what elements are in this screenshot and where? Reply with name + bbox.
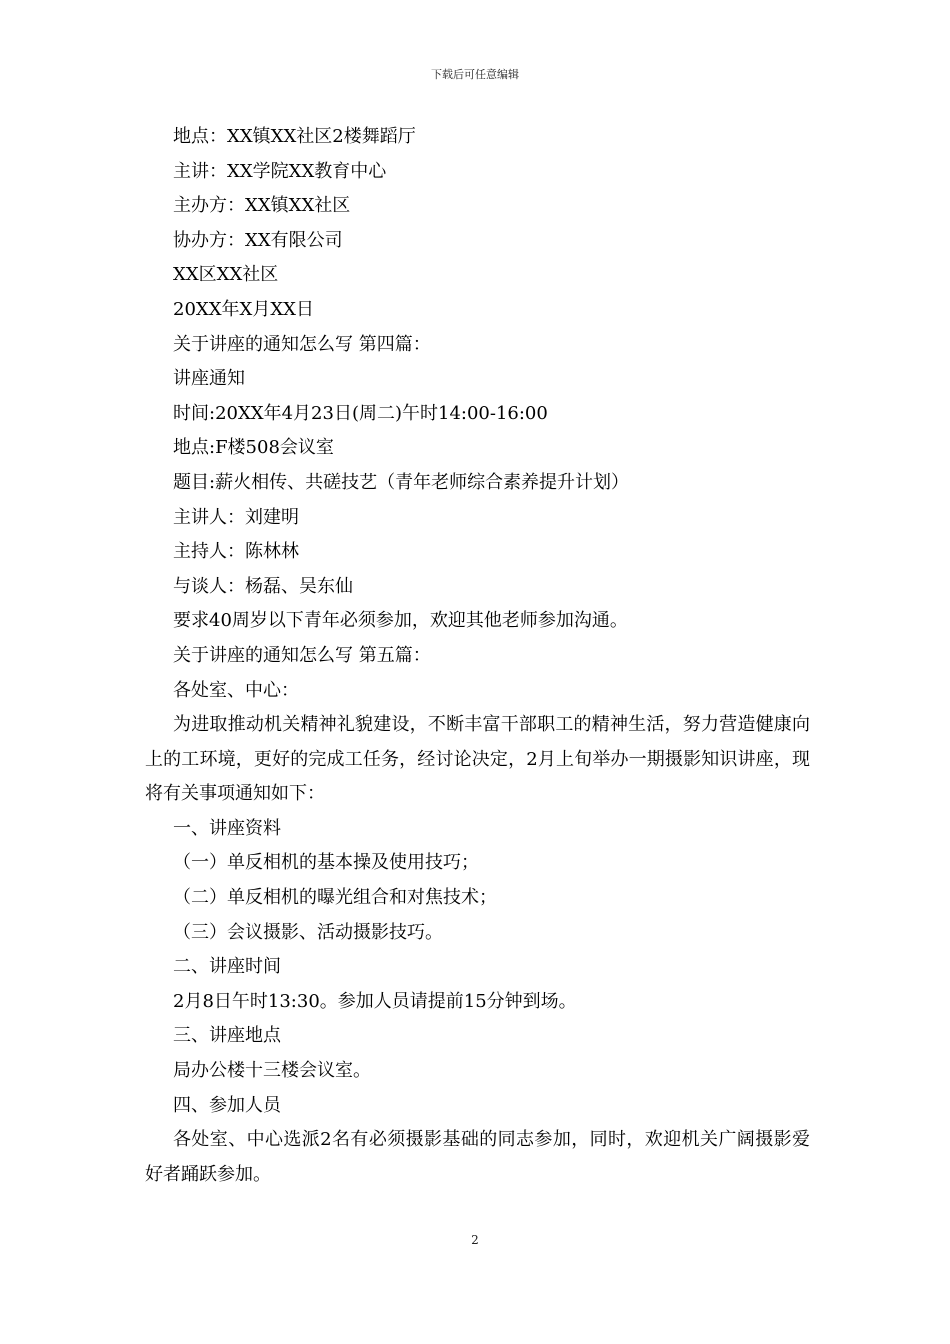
body-paragraph: 各处室、中心选派2名有必须摄影基础的同志参加，同时，欢迎机关广阔摄影爱好者踊跃参加。 (145, 1129, 810, 1185)
text-line: （三）会议摄影、活动摄影技巧。 (173, 921, 443, 943)
text-line: 时间:20XX年4月23日(周二)午时14:00-16:00 (173, 402, 548, 424)
page-number: 2 (471, 1233, 479, 1247)
text-line: （一）单反相机的基本操及使用技巧； (173, 852, 479, 874)
text-line: 与谈人：杨磊、吴东仙 (173, 575, 353, 597)
text-line: 题目:薪火相传、共磋技艺（青年老师综合素养提升计划） (173, 471, 630, 493)
section-heading: 关于讲座的通知怎么写 第五篇： (173, 644, 431, 666)
text-line: XX区XX社区 (173, 264, 279, 286)
salutation: 各处室、中心： (173, 679, 299, 701)
text-line: 局办公楼十三楼会议室。 (173, 1060, 371, 1082)
text-line: 二、讲座时间 (173, 956, 281, 978)
text-line: 协办方：XX有限公司 (173, 229, 343, 251)
text-line: 地点:F楼508会议室 (173, 437, 334, 459)
text-line: 要求40周岁以下青年必须参加，欢迎其他老师参加沟通。 (173, 610, 628, 632)
text-line: 2月8日午时13:30。参加人员请提前15分钟到场。 (173, 990, 577, 1012)
text-line: 主讲：XX学院XX教育中心 (173, 160, 387, 182)
text-line: 主办方：XX镇XX社区 (173, 195, 351, 217)
section-heading: 关于讲座的通知怎么写 第四篇： (173, 333, 431, 355)
text-line: 主讲人：刘建明 (173, 506, 299, 528)
text-line: 一、讲座资料 (173, 817, 281, 839)
text-line: 地点：XX镇XX社区2楼舞蹈厅 (173, 126, 416, 147)
text-line: 三、讲座地点 (173, 1025, 281, 1047)
document-body (145, 120, 810, 1192)
text-line: 20XX年X月XX日 (173, 298, 314, 320)
page-header: 下载后可任意编辑 (431, 68, 519, 81)
body-paragraph: 为进取推动机关精神礼貌建设，不断丰富干部职工的精神生活，努力营造健康向上的工环境，更好的完成工任务，经讨论决定，2月上旬举办一期摄影知识讲座，现将有关事项通知如下： (145, 714, 810, 805)
text-line: 四、参加人员 (173, 1094, 281, 1116)
text-line: （二）单反相机的曝光组合和对焦技术； (173, 887, 497, 909)
notice-title: 讲座通知 (173, 368, 245, 390)
text-line: 主持人：陈林林 (173, 541, 299, 563)
